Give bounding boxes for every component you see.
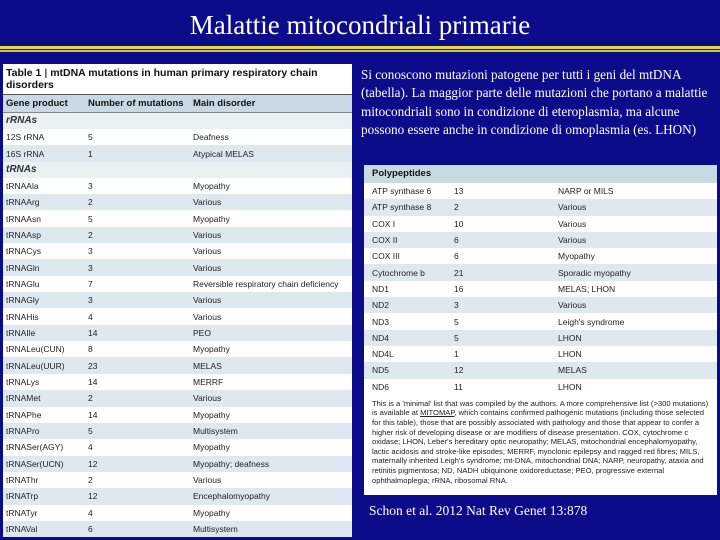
table-row	[364, 297, 717, 313]
table-row	[364, 346, 717, 362]
cell-number-of-mutations: 3	[88, 262, 93, 273]
cell-gene-product: tRNAThr	[6, 475, 39, 486]
table-row	[3, 292, 352, 308]
table-row	[3, 505, 352, 521]
cell-main-disorder: Myopathy	[558, 251, 595, 262]
table-row	[3, 145, 352, 161]
cell-main-disorder: Sporadic myopathy	[558, 267, 631, 278]
cell-number-of-mutations: 2	[454, 202, 459, 213]
cell-main-disorder: LHON	[558, 349, 582, 360]
rrna-rows	[3, 129, 352, 162]
cell-number-of-mutations: 6	[454, 235, 459, 246]
cell-gene-product: tRNAPhe	[6, 409, 42, 420]
cell-gene-product: tRNAPro	[6, 426, 40, 437]
cell-main-disorder: Multisystem	[193, 426, 238, 437]
cell-gene-product: COX III	[372, 251, 400, 262]
cell-main-disorder: NARP or MILS	[558, 186, 614, 197]
cell-gene-product: ND3	[372, 316, 390, 327]
cell-main-disorder: Various	[558, 235, 587, 246]
cell-gene-product: tRNAIle	[6, 327, 36, 338]
cell-gene-product: tRNALeu(CUN)	[6, 344, 65, 355]
cell-main-disorder: Various	[193, 475, 222, 486]
cell-gene-product: ND2	[372, 300, 390, 311]
polypeptide-rows	[364, 183, 717, 395]
table-row	[3, 374, 352, 390]
cell-gene-product: 12S rRNA	[6, 132, 45, 143]
cell-main-disorder: MELAS	[558, 365, 587, 376]
cell-number-of-mutations: 1	[454, 349, 459, 360]
cell-number-of-mutations: 2	[88, 197, 93, 208]
cell-gene-product: ATP synthase 6	[372, 186, 432, 197]
cell-main-disorder: Myopathy	[193, 507, 230, 518]
table-row	[364, 281, 717, 297]
table-row	[364, 248, 717, 264]
cell-number-of-mutations: 12	[88, 491, 98, 502]
title-underline-secondary	[0, 50, 720, 52]
cell-number-of-mutations: 4	[88, 507, 93, 518]
cell-number-of-mutations: 2	[88, 393, 93, 404]
header-main-disorder: Main disorder	[193, 98, 256, 109]
cell-main-disorder: Various	[558, 218, 587, 229]
table-row	[3, 259, 352, 275]
cell-main-disorder: Various	[193, 295, 222, 306]
cell-main-disorder: Myopathy	[193, 442, 230, 453]
cell-number-of-mutations: 16	[454, 283, 464, 294]
table-row	[3, 357, 352, 373]
cell-gene-product: ND5	[372, 365, 390, 376]
cell-number-of-mutations: 10	[454, 218, 464, 229]
cell-number-of-mutations: 14	[88, 327, 98, 338]
cell-main-disorder: Deafness	[193, 132, 229, 143]
cell-main-disorder: Various	[193, 393, 222, 404]
table-row	[364, 216, 717, 232]
cell-main-disorder: Myopathy	[193, 213, 230, 224]
cell-number-of-mutations: 11	[454, 381, 463, 392]
section-rrnas: rRNAs	[3, 113, 352, 129]
cell-gene-product: tRNASer(UCN)	[6, 458, 64, 469]
cell-main-disorder: Myopathy; deafness	[193, 458, 270, 469]
table-row	[3, 521, 352, 537]
table-row	[364, 232, 717, 248]
cell-gene-product: ND4	[372, 332, 390, 343]
cell-main-disorder: Various	[558, 300, 587, 311]
cell-gene-product: tRNASer(AGY)	[6, 442, 64, 453]
table-row	[364, 199, 717, 215]
cell-number-of-mutations: 5	[88, 132, 93, 143]
cell-number-of-mutations: 7	[88, 278, 93, 289]
table-row	[3, 210, 352, 226]
header-gene-product: Gene product	[6, 98, 68, 109]
section-polypeptides: Polypeptides	[364, 165, 717, 183]
cell-main-disorder: Myopathy	[193, 180, 230, 191]
cell-main-disorder: PEO	[193, 327, 211, 338]
table-row	[3, 456, 352, 472]
table-row	[364, 313, 717, 329]
cell-main-disorder: MERRF	[193, 376, 224, 387]
slide-body-text: Si conoscono mutazioni patogene per tutti i geni del mtDNA (tabella). La maggior parte delle mutazioni che portano a malattie mitocondriali sono in condizione di eteroplasmia, ma alcune possono essere anche in condizione di omoplasmia (es. LHON)	[361, 67, 708, 138]
section-trnas: tRNAs	[3, 162, 352, 178]
cell-number-of-mutations: 13	[454, 186, 464, 197]
cell-gene-product: tRNAGlu	[6, 278, 40, 289]
cell-gene-product: tRNAAsp	[6, 229, 41, 240]
header-number-of-mutations: Number of mutations	[88, 98, 184, 109]
cell-main-disorder: Leigh's syndrome	[558, 316, 625, 327]
cell-main-disorder: Multisystem	[193, 524, 238, 535]
table-row	[3, 243, 352, 259]
footnote-part-b: , which contains confirmed pathogenic mutations (including those selected for this table), those that are possibly associated with pathology and those that appear to confer a higher risk of developing disease or are modifiers of disease presentation. COX, cytochrome c oxidase; LHON, Leber's hereditary optic neuropathy; MELAS, mitochondrial encephalomyopathy, lactic acidosis and stroke-like episodes; MERRF, myoclonic epilepsy and ragged red fibres; MILS, maternally inherited Leigh's syndrome; mt-DNA, mitochondrial DNA; NARP, neuropathy, ataxia and retinitis pigmentosa; ND, NADH ubiquinone oxidoreductase; PEO, progressive external ophthalmoplegia; rRNA, ribosomal RNA.	[372, 408, 704, 485]
table-row	[3, 276, 352, 292]
table-row	[3, 194, 352, 210]
cell-gene-product: COX II	[372, 235, 398, 246]
cell-number-of-mutations: 1	[88, 148, 93, 159]
cell-main-disorder: Various	[558, 202, 587, 213]
cell-gene-product: tRNACys	[6, 246, 41, 257]
table-row	[3, 129, 352, 145]
cell-number-of-mutations: 6	[454, 251, 459, 262]
cell-main-disorder: Atypical MELAS	[193, 148, 254, 159]
cell-number-of-mutations: 5	[88, 213, 93, 224]
cell-main-disorder: Various	[193, 311, 222, 322]
cell-gene-product: tRNATrp	[6, 491, 39, 502]
cell-number-of-mutations: 2	[88, 229, 93, 240]
cell-main-disorder: LHON	[558, 381, 582, 392]
table-row	[3, 439, 352, 455]
cell-gene-product: tRNAVal	[6, 524, 38, 535]
slide-title: Malattie mitocondriali primarie	[189, 10, 531, 40]
table-caption	[3, 64, 352, 95]
cell-number-of-mutations: 5	[88, 426, 93, 437]
cell-gene-product: tRNAHis	[6, 311, 39, 322]
table-row	[3, 390, 352, 406]
cell-main-disorder: MELAS; LHON	[558, 283, 616, 294]
cell-main-disorder: Encephalomyopathy	[193, 491, 271, 502]
table-row	[364, 264, 717, 280]
cell-number-of-mutations: 5	[454, 316, 459, 327]
table-row	[3, 227, 352, 243]
cell-number-of-mutations: 5	[454, 332, 459, 343]
table-right-panel	[364, 165, 717, 495]
citation: Schon et al. 2012 Nat Rev Genet 13:878	[369, 503, 588, 518]
table-row	[364, 330, 717, 346]
cell-main-disorder: MELAS	[193, 360, 222, 371]
footnote-part-a: This is a 'minimal' list that was compiled by the authors. A more comprehensive list (>300 mutations) is available at	[372, 398, 709, 418]
table-row	[364, 183, 717, 199]
cell-gene-product: ND1	[372, 283, 390, 294]
cell-main-disorder: LHON	[558, 332, 582, 343]
cell-number-of-mutations: 2	[88, 475, 93, 486]
cell-main-disorder: Reversible respiratory chain deficiency	[193, 278, 339, 289]
cell-number-of-mutations: 12	[454, 365, 464, 376]
cell-number-of-mutations: 6	[88, 524, 93, 535]
cell-gene-product: tRNATyr	[6, 507, 38, 518]
cell-number-of-mutations: 14	[88, 376, 98, 387]
table-row	[3, 308, 352, 324]
cell-gene-product: tRNAGln	[6, 262, 40, 273]
table-row	[3, 488, 352, 504]
cell-gene-product: tRNAAsn	[6, 213, 41, 224]
cell-gene-product: ND4L	[372, 349, 394, 360]
table-footnote	[364, 395, 717, 485]
trna-rows	[3, 178, 352, 538]
table-row	[364, 362, 717, 378]
cell-main-disorder: Various	[193, 262, 222, 273]
cell-gene-product: ATP synthase 8	[372, 202, 432, 213]
cell-number-of-mutations: 4	[88, 442, 93, 453]
cell-number-of-mutations: 12	[88, 458, 98, 469]
cell-main-disorder: Various	[193, 229, 222, 240]
cell-number-of-mutations: 14	[88, 409, 98, 420]
cell-number-of-mutations: 3	[88, 246, 93, 257]
table-caption-label: Table 1	[6, 67, 42, 79]
cell-number-of-mutations: 3	[454, 300, 459, 311]
cell-gene-product: ND6	[372, 381, 390, 392]
cell-gene-product: Cytochrome b	[372, 267, 425, 278]
table-caption-sep: |	[41, 67, 51, 79]
cell-number-of-mutations: 8	[88, 344, 93, 355]
table-left-panel	[3, 64, 352, 535]
table-row	[3, 472, 352, 488]
mitomap-link[interactable]: MITOMAP	[420, 408, 455, 418]
cell-gene-product: COX I	[372, 218, 396, 229]
table-row	[3, 423, 352, 439]
cell-number-of-mutations: 3	[88, 180, 93, 191]
table-caption-text: mtDNA mutations in human primary respiratory chain disorders	[6, 67, 318, 91]
cell-gene-product: tRNAGly	[6, 295, 40, 306]
cell-gene-product: tRNALys	[6, 376, 40, 387]
cell-main-disorder: Myopathy	[193, 409, 230, 420]
cell-main-disorder: Various	[193, 197, 222, 208]
table-row	[3, 325, 352, 341]
cell-gene-product: tRNAAla	[6, 180, 39, 191]
cell-gene-product: tRNALeu(UUR)	[6, 360, 65, 371]
cell-number-of-mutations: 4	[88, 311, 93, 322]
cell-gene-product: 16S rRNA	[6, 148, 45, 159]
cell-number-of-mutations: 3	[88, 295, 93, 306]
cell-main-disorder: Various	[193, 246, 222, 257]
cell-gene-product: tRNAArg	[6, 197, 40, 208]
table-header-row	[3, 95, 352, 113]
cell-gene-product: tRNAMet	[6, 393, 41, 404]
cell-main-disorder: Myopathy	[193, 344, 230, 355]
title-underline	[0, 46, 720, 49]
cell-number-of-mutations: 23	[88, 360, 98, 371]
table-row	[364, 379, 717, 395]
cell-number-of-mutations: 21	[454, 267, 464, 278]
table-row	[3, 407, 352, 423]
table-row	[3, 341, 352, 357]
table-row	[3, 178, 352, 194]
